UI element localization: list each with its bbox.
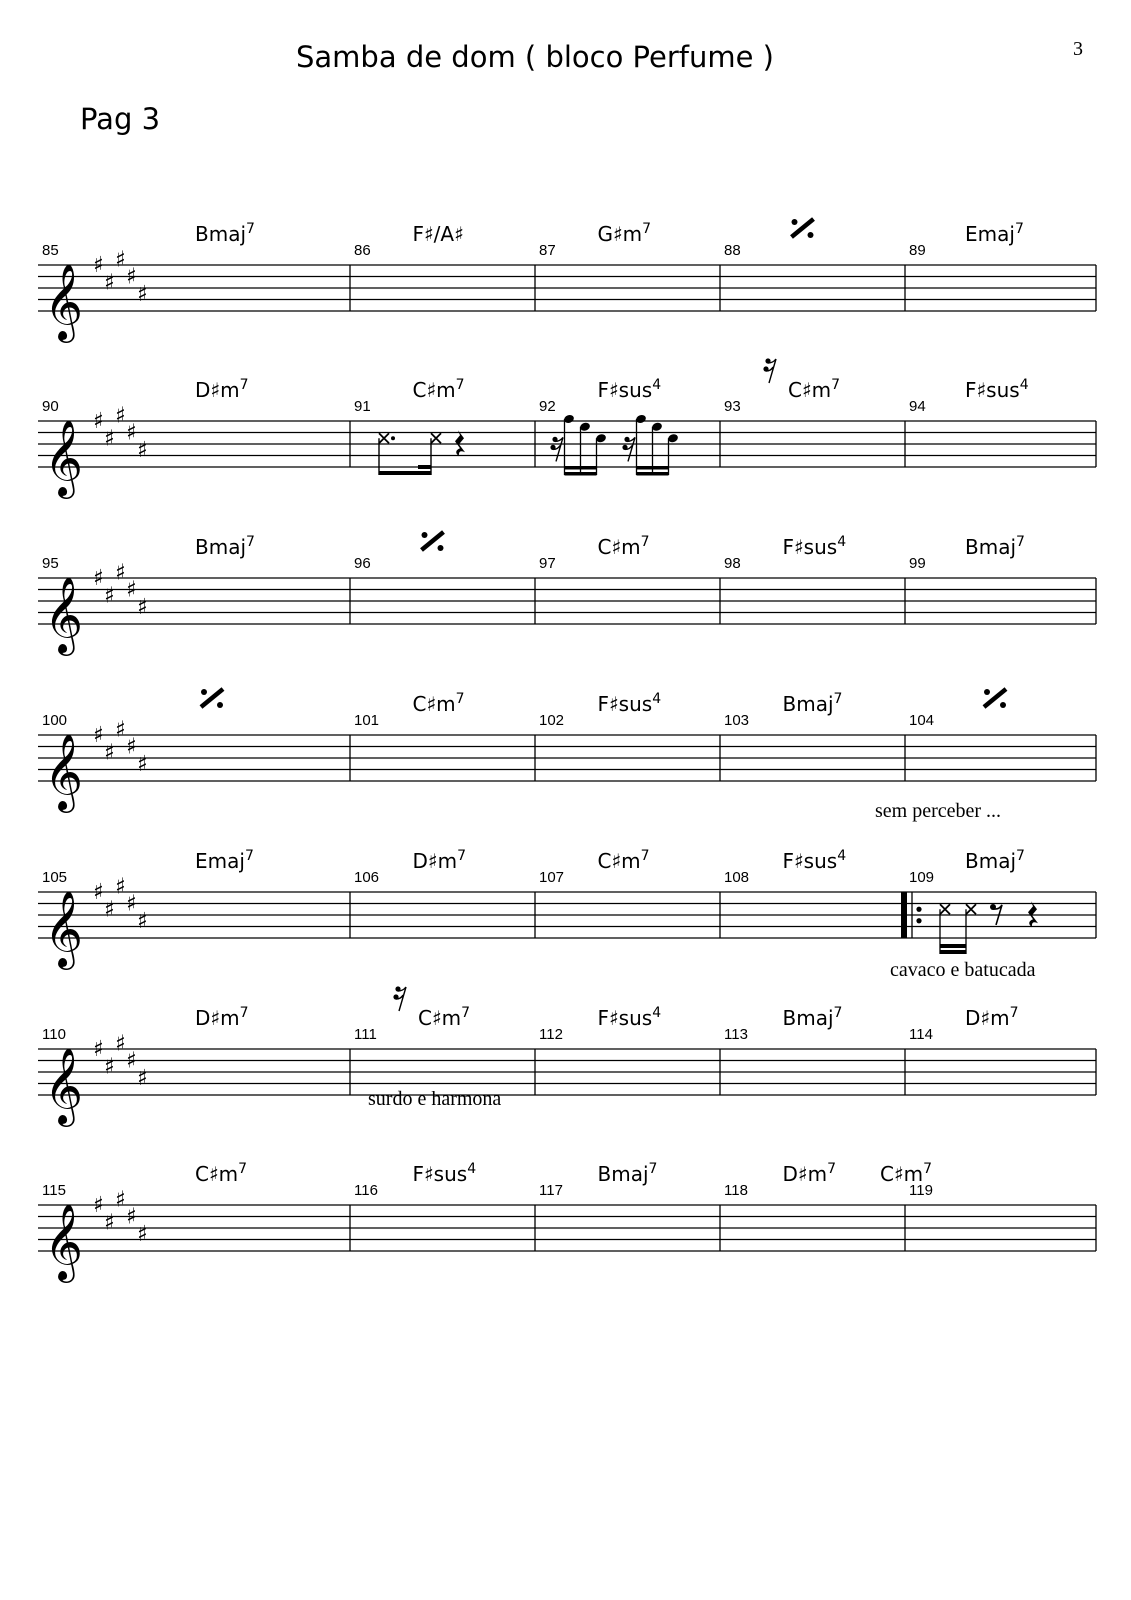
chord-extension: 7 bbox=[239, 377, 249, 393]
measure bbox=[42, 689, 223, 729]
chord-root: D♯m bbox=[412, 849, 458, 873]
chord-root: C♯m bbox=[597, 535, 641, 559]
measure-number: 90 bbox=[42, 398, 59, 415]
chord-extension: 7 bbox=[833, 1005, 843, 1021]
page-title: Samba de dom ( bloco Perfume ) bbox=[296, 40, 774, 74]
sharp-icon: ♯ bbox=[126, 264, 137, 290]
measure-number: 88 bbox=[724, 242, 741, 259]
measure-number: 111 bbox=[354, 1026, 377, 1043]
sharp-icon: ♯ bbox=[126, 891, 137, 917]
measure bbox=[354, 532, 444, 572]
beam bbox=[637, 472, 669, 476]
page-subtitle: Pag 3 bbox=[80, 102, 161, 136]
measure-number: 95 bbox=[42, 555, 59, 572]
measure-number: 114 bbox=[909, 1026, 933, 1043]
chord-extension: 7 bbox=[455, 377, 465, 393]
measure bbox=[42, 1161, 247, 1199]
chord-extension: 7 bbox=[1014, 221, 1024, 237]
chord-extension: 7 bbox=[246, 534, 255, 550]
chord-extension: 7 bbox=[648, 1161, 658, 1177]
sharp-icon: ♯ bbox=[104, 426, 115, 452]
chord-root: Bmaj bbox=[195, 222, 247, 246]
treble-clef-icon: 𝄞 bbox=[44, 1203, 84, 1280]
sharp-icon: ♯ bbox=[115, 403, 126, 429]
chord-root: Bmaj bbox=[965, 849, 1017, 873]
measure-number: 117 bbox=[539, 1182, 563, 1199]
chord-symbol bbox=[413, 222, 464, 246]
chord-symbol bbox=[413, 377, 465, 402]
measure bbox=[724, 219, 814, 259]
chord-symbol bbox=[965, 1005, 1018, 1030]
measure-number: 92 bbox=[539, 398, 556, 415]
chord-root: C♯m bbox=[412, 692, 456, 716]
chord-extension: 7 bbox=[923, 1161, 933, 1177]
repeat-dot bbox=[916, 907, 921, 912]
staff-system bbox=[38, 1161, 1096, 1283]
treble-clef-icon: 𝄞 bbox=[44, 419, 84, 496]
chord-extension: 7 bbox=[244, 848, 254, 864]
chord-root: D♯m bbox=[195, 1006, 240, 1030]
chord-root: F♯sus bbox=[782, 849, 838, 873]
chord-root: Bmaj bbox=[597, 1162, 649, 1186]
chord-symbol bbox=[598, 221, 652, 246]
chord-extension: 7 bbox=[246, 221, 255, 237]
measure bbox=[875, 689, 1006, 822]
chord-root: C♯m bbox=[880, 1162, 924, 1186]
chord-extension: 4 bbox=[837, 534, 847, 550]
sharp-icon: ♯ bbox=[126, 734, 137, 760]
measure-number: 119 bbox=[909, 1182, 933, 1199]
measure bbox=[909, 221, 1024, 259]
chord-extension: 7 bbox=[640, 848, 650, 864]
measure bbox=[909, 1005, 1018, 1043]
chord-extension: 7 bbox=[238, 1161, 248, 1177]
measure bbox=[909, 1182, 933, 1199]
chord-root: C♯m bbox=[412, 378, 456, 402]
text-annotation: sem perceber ... bbox=[875, 800, 1002, 822]
chord-symbol bbox=[195, 848, 254, 873]
beam bbox=[940, 950, 966, 954]
chord-symbol bbox=[965, 534, 1025, 559]
chord-symbol bbox=[195, 1005, 248, 1030]
measure bbox=[42, 221, 255, 259]
chord-root: D♯m bbox=[195, 378, 240, 402]
measure bbox=[724, 1005, 842, 1043]
chord-root: C♯m bbox=[788, 378, 832, 402]
chord-root: Bmaj bbox=[782, 692, 834, 716]
sixteenth-rest-icon bbox=[622, 437, 635, 462]
measure-number: 94 bbox=[909, 398, 926, 415]
measure-number: 115 bbox=[42, 1182, 66, 1199]
measure bbox=[42, 377, 248, 415]
measure-number: 102 bbox=[539, 712, 565, 729]
measure bbox=[724, 691, 842, 729]
chord-root: Bmaj bbox=[965, 535, 1017, 559]
measure-number: 116 bbox=[354, 1182, 378, 1199]
sharp-icon: ♯ bbox=[115, 560, 126, 586]
measure-number: 107 bbox=[539, 869, 565, 886]
measure bbox=[354, 377, 465, 475]
x-notehead-icon bbox=[431, 433, 441, 443]
sharp-icon: ♯ bbox=[137, 751, 148, 777]
chord-root: F♯sus bbox=[597, 692, 653, 716]
measure-repeat-icon bbox=[792, 219, 814, 238]
treble-clef-icon: 𝄞 bbox=[44, 733, 84, 810]
chord-symbol bbox=[598, 691, 662, 716]
sharp-icon: ♯ bbox=[93, 566, 104, 591]
chord-extension: 7 bbox=[1016, 534, 1025, 550]
measure bbox=[909, 534, 1025, 572]
chord-extension: 7 bbox=[457, 848, 466, 864]
measure-number: 85 bbox=[42, 242, 59, 259]
chord-root: F♯sus bbox=[597, 1006, 653, 1030]
measure bbox=[354, 1161, 476, 1199]
chord-symbol bbox=[413, 691, 465, 716]
beam bbox=[637, 466, 669, 470]
treble-clef-icon: 𝄞 bbox=[44, 890, 84, 967]
chord-root: Emaj bbox=[965, 222, 1015, 246]
sharp-icon: ♯ bbox=[126, 420, 137, 446]
chord-root: F♯sus bbox=[412, 1162, 468, 1186]
chord-root: F♯sus bbox=[782, 535, 838, 559]
chord-symbol bbox=[965, 377, 1029, 402]
sharp-icon: ♯ bbox=[115, 247, 126, 273]
chord-symbol bbox=[598, 534, 650, 559]
measure bbox=[909, 377, 1029, 415]
sharp-icon: ♯ bbox=[137, 594, 148, 620]
measure-number: 112 bbox=[539, 1026, 563, 1043]
beam bbox=[418, 465, 431, 469]
sharp-icon: ♯ bbox=[93, 723, 104, 748]
chord-extension: 7 bbox=[1016, 848, 1025, 864]
sharp-icon: ♯ bbox=[137, 1221, 148, 1247]
chord-root: F♯/A♯ bbox=[412, 222, 464, 246]
beam bbox=[940, 944, 966, 948]
measure-number: 103 bbox=[724, 712, 750, 729]
text-annotation: cavaco e batucada bbox=[890, 959, 1036, 981]
treble-clef-icon: 𝄞 bbox=[44, 263, 84, 340]
chord-symbol bbox=[783, 534, 847, 559]
chord-extension: 4 bbox=[837, 848, 847, 864]
chord-extension: 4 bbox=[467, 1161, 477, 1177]
chord-extension: 7 bbox=[642, 221, 652, 237]
treble-clef-icon: 𝄞 bbox=[44, 576, 84, 653]
chord-root: C♯m bbox=[195, 1162, 239, 1186]
page-number: 3 bbox=[1073, 38, 1083, 60]
sharp-icon: ♯ bbox=[93, 409, 104, 434]
measure bbox=[354, 222, 464, 259]
measure-number: 99 bbox=[909, 555, 926, 572]
measure-number: 105 bbox=[42, 869, 68, 886]
quarter-rest-icon bbox=[455, 430, 465, 456]
repeat-dot bbox=[916, 918, 921, 923]
sharp-icon: ♯ bbox=[104, 270, 115, 296]
measure-number: 101 bbox=[354, 712, 380, 729]
chord-symbol bbox=[598, 1005, 662, 1030]
chord-root: G♯m bbox=[597, 222, 643, 246]
beam bbox=[565, 472, 597, 476]
chord-symbol bbox=[965, 221, 1024, 246]
sharp-icon: ♯ bbox=[104, 583, 115, 609]
chord-root: D♯m bbox=[965, 1006, 1010, 1030]
measure bbox=[354, 691, 465, 729]
measure-number: 91 bbox=[354, 398, 371, 415]
quarter-rest-icon bbox=[1028, 901, 1038, 927]
sharp-icon: ♯ bbox=[126, 577, 137, 603]
beam bbox=[379, 471, 431, 475]
chord-extension: 7 bbox=[455, 691, 465, 707]
measure bbox=[354, 848, 466, 886]
measure-number: 110 bbox=[42, 1026, 66, 1043]
sharp-icon: ♯ bbox=[104, 1210, 115, 1236]
sharp-icon: ♯ bbox=[93, 253, 104, 278]
sharp-icon: ♯ bbox=[93, 1037, 104, 1062]
chord-symbol bbox=[598, 848, 650, 873]
chord-symbol bbox=[783, 691, 843, 716]
measure bbox=[539, 534, 650, 572]
chord-extension: 4 bbox=[652, 691, 662, 707]
chord-extension: 7 bbox=[831, 377, 841, 393]
sharp-icon: ♯ bbox=[104, 897, 115, 923]
dot bbox=[391, 436, 395, 440]
sixteenth-rest-icon bbox=[393, 986, 406, 1011]
sharp-icon: ♯ bbox=[115, 1031, 126, 1057]
measure-number: 98 bbox=[724, 555, 741, 572]
chord-root: F♯sus bbox=[597, 378, 653, 402]
chord-root: Bmaj bbox=[782, 1006, 834, 1030]
measure-repeat-icon bbox=[984, 689, 1006, 708]
measure bbox=[724, 358, 840, 415]
x-notehead-icon bbox=[966, 904, 976, 914]
chord-symbol bbox=[195, 221, 255, 246]
measure-number: 97 bbox=[539, 555, 556, 572]
measure bbox=[354, 986, 501, 1110]
treble-clef-icon: 𝄞 bbox=[44, 1047, 84, 1124]
staff-system bbox=[38, 986, 1096, 1127]
chord-root: D♯m bbox=[782, 1162, 828, 1186]
measure-number: 106 bbox=[354, 869, 380, 886]
chord-extension: 7 bbox=[640, 534, 650, 550]
measure bbox=[539, 377, 679, 476]
staff-system bbox=[38, 358, 1096, 499]
chord-extension: 7 bbox=[239, 1005, 249, 1021]
measure bbox=[724, 848, 846, 886]
beam bbox=[565, 466, 597, 470]
measure-repeat-icon bbox=[201, 689, 223, 708]
chord-symbol bbox=[195, 377, 248, 402]
chord-extension: 7 bbox=[827, 1161, 836, 1177]
chord-extension: 7 bbox=[1009, 1005, 1019, 1021]
sharp-icon: ♯ bbox=[104, 740, 115, 766]
measure-number: 86 bbox=[354, 242, 371, 259]
sharp-icon: ♯ bbox=[93, 1193, 104, 1218]
sharp-icon: ♯ bbox=[115, 717, 126, 743]
chord-symbol bbox=[413, 1161, 477, 1186]
measure-number: 93 bbox=[724, 398, 741, 415]
chord-symbol bbox=[783, 1005, 843, 1030]
measure-number: 89 bbox=[909, 242, 926, 259]
chord-extension: 4 bbox=[652, 377, 662, 393]
sharp-icon: ♯ bbox=[115, 1187, 126, 1213]
staff-system bbox=[38, 689, 1096, 822]
measure-number: 87 bbox=[539, 242, 556, 259]
text-annotation: surdo e harmona bbox=[368, 1088, 502, 1110]
measure bbox=[724, 534, 846, 572]
sharp-icon: ♯ bbox=[104, 1054, 115, 1080]
chord-extension: 7 bbox=[833, 691, 843, 707]
measure-number: 109 bbox=[909, 869, 935, 886]
chord-extension: 4 bbox=[1019, 377, 1029, 393]
chord-symbol bbox=[598, 377, 662, 402]
sharp-icon: ♯ bbox=[137, 908, 148, 934]
sixteenth-rest-icon bbox=[550, 437, 563, 462]
sharp-icon: ♯ bbox=[137, 281, 148, 307]
chord-root: C♯m bbox=[597, 849, 641, 873]
staff-system bbox=[38, 532, 1096, 656]
staff-system bbox=[38, 219, 1096, 343]
measure bbox=[42, 1005, 248, 1043]
chord-symbol bbox=[418, 1005, 470, 1030]
sharp-icon: ♯ bbox=[126, 1048, 137, 1074]
chord-root: F♯sus bbox=[965, 378, 1020, 402]
chord-symbol bbox=[598, 1161, 658, 1186]
measure-number: 113 bbox=[724, 1026, 748, 1043]
measure bbox=[539, 1161, 657, 1199]
measure bbox=[539, 221, 651, 259]
sharp-icon: ♯ bbox=[137, 437, 148, 463]
chord-symbol bbox=[783, 848, 847, 873]
measure-number: 100 bbox=[42, 712, 68, 729]
chord-root: Bmaj bbox=[195, 535, 247, 559]
sharp-icon: ♯ bbox=[93, 880, 104, 905]
measure bbox=[42, 534, 255, 572]
measure-number: 104 bbox=[909, 712, 935, 729]
chord-root: C♯m bbox=[418, 1006, 462, 1030]
sharp-icon: ♯ bbox=[126, 1204, 137, 1230]
measure-repeat-icon bbox=[422, 532, 444, 551]
measure-number: 108 bbox=[724, 869, 750, 886]
sharp-icon: ♯ bbox=[137, 1065, 148, 1091]
chord-symbol bbox=[788, 377, 840, 402]
chord-symbol bbox=[413, 848, 466, 873]
chord-extension: 4 bbox=[652, 1005, 662, 1021]
measure bbox=[724, 1161, 932, 1199]
chord-symbol bbox=[195, 1161, 247, 1186]
chord-symbol bbox=[783, 1161, 836, 1186]
repeat-start-thick-bar bbox=[901, 892, 907, 938]
x-notehead-icon bbox=[379, 433, 389, 443]
x-notehead-icon bbox=[940, 904, 950, 914]
measure-number: 118 bbox=[724, 1182, 748, 1199]
measure bbox=[539, 691, 661, 729]
measure-number: 96 bbox=[354, 555, 371, 572]
sharp-icon: ♯ bbox=[115, 874, 126, 900]
chord-root: Emaj bbox=[195, 849, 245, 873]
measure bbox=[42, 848, 254, 886]
chord-extension: 7 bbox=[461, 1005, 471, 1021]
chord-symbol bbox=[965, 848, 1025, 873]
chord-symbol bbox=[195, 534, 255, 559]
staff-system bbox=[38, 848, 1096, 981]
measure bbox=[539, 1005, 661, 1043]
sixteenth-rest-icon bbox=[763, 358, 776, 383]
measure bbox=[539, 848, 650, 886]
